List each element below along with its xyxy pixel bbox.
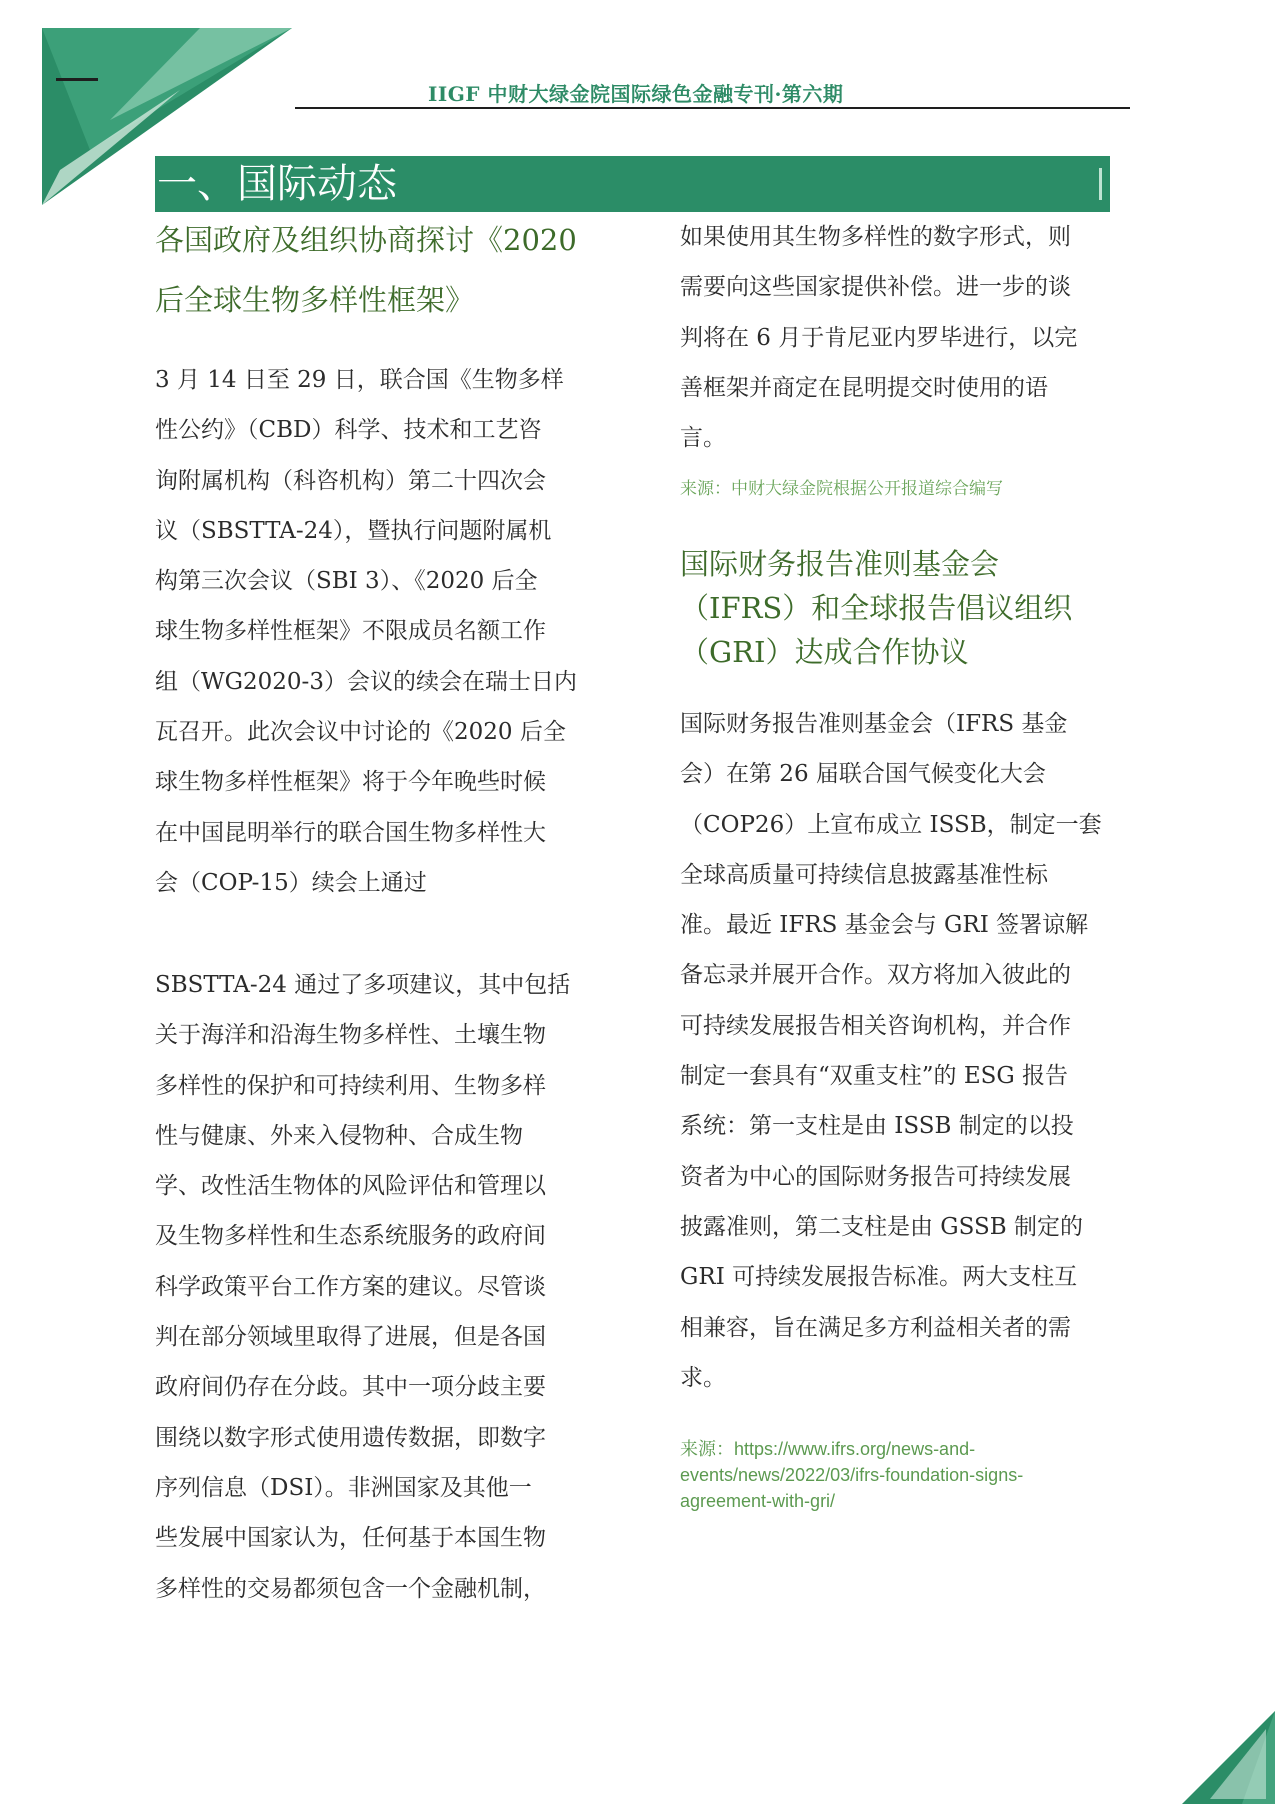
section-bar-accent [1099, 168, 1102, 200]
text-line: 准。最近 IFRS 基金会与 GRI 签署谅解 [680, 912, 1089, 939]
text-line: 瓦召开。此次会议中讨论的《2020 后全 [155, 719, 566, 746]
article2-title [680, 542, 1140, 674]
text-line: GRI 可持续发展报告标准。两大支柱互 [680, 1264, 1078, 1291]
text-line: 可持续发展报告相关咨询机构，并合作 [680, 1012, 1071, 1039]
text-line: 判将在 6 月于肯尼亚内罗毕进行，以完 [680, 324, 1078, 351]
section-title: 一、国际动态 [157, 161, 397, 207]
text-line: 球生物多样性框架》不限成员名额工作 [155, 618, 546, 645]
text-line: 球生物多样性框架》将于今年晚些时候 [155, 769, 546, 796]
source-line: events/news/2022/03/ifrs-foundation-signs- [680, 1465, 1024, 1485]
text-line: 多样性的交易都须包含一个金融机制， [155, 1575, 546, 1602]
corner-decoration-bottom-right [1170, 1699, 1280, 1809]
text-line: 相兼容，旨在满足多方利益相关者的需 [680, 1314, 1071, 1341]
text-line: 序列信息（DSI）。非洲国家及其他一 [155, 1474, 532, 1501]
text-line: 多样性的保护和可持续利用、生物多样 [155, 1072, 546, 1099]
text-line: 议（SBSTTA-24），暨执行问题附属机 [155, 517, 552, 544]
text-line: 政府间仍存在分歧。其中一项分歧主要 [155, 1374, 546, 1401]
article1-title-line: 后全球生物多样性框架》 [155, 283, 475, 317]
text-line: 询附属机构（科咨机构）第二十四次会 [155, 467, 546, 494]
article1-paragraph-2 [155, 960, 615, 1614]
text-line: （COP26）上宣布成立 ISSB，制定一套 [680, 811, 1102, 838]
article2-paragraph [680, 699, 1140, 1403]
text-line: 及生物多样性和生态系统服务的政府间 [155, 1223, 546, 1250]
text-line: SBSTTA-24 通过了多项建议，其中包括 [155, 972, 571, 998]
text-line: 性与健康、外来入侵物种、合成生物 [155, 1122, 523, 1149]
text-line: 国际财务报告准则基金会（IFRS 基金 [680, 711, 1068, 737]
text-line: 判在部分领域里取得了进展，但是各国 [155, 1324, 546, 1351]
article2-title-line: 国际财务报告准则基金会 [680, 547, 1000, 581]
text-line: 披露准则，第二支柱是由 GSSB 制定的 [680, 1213, 1084, 1240]
header-rule [295, 107, 1130, 109]
text-line: 善框架并商定在昆明提交时使用的语 [680, 374, 1048, 401]
article1-continuation [680, 212, 1140, 463]
text-line: 资者为中心的国际财务报告可持续发展 [680, 1163, 1071, 1190]
article1-source: 来源：中财大绿金院根据公开报道综合编写 [680, 479, 1003, 499]
article2-title-line: （GRI）达成合作协议 [680, 635, 969, 669]
text-line: 如果使用其生物多样性的数字形式，则 [680, 224, 1071, 250]
text-line: 关于海洋和沿海生物多样性、土壤生物 [155, 1022, 546, 1049]
text-line: 在中国昆明举行的联合国生物多样性大 [155, 819, 546, 846]
source-line: 来源：https://www.ifrs.org/news-and- [680, 1439, 976, 1459]
page-dash [56, 78, 98, 81]
text-line: 会（COP-15）续会上通过 [155, 869, 427, 896]
text-line: 言。 [680, 425, 726, 452]
article2-title-line: （IFRS）和全球报告倡议组织 [680, 591, 1073, 625]
text-line: 性公约》（CBD）科学、技术和工艺咨 [155, 417, 542, 444]
text-line: 会）在第 26 届联合国气候变化大会 [680, 761, 1046, 788]
text-line: 系统：第一支柱是由 ISSB 制定的以投 [680, 1113, 1074, 1140]
text-line: 全球高质量可持续信息披露基准性标 [680, 861, 1048, 888]
text-line: 需要向这些国家提供补偿。进一步的谈 [680, 274, 1071, 301]
text-line: 围绕以数字形式使用遗传数据，即数字 [155, 1424, 546, 1451]
text-line: 求。 [680, 1364, 726, 1391]
article1-title-line: 各国政府及组织协商探讨《2020 [155, 223, 577, 257]
text-line: 备忘录并展开合作。双方将加入彼此的 [680, 962, 1071, 989]
header-title: IIGF 中财大绿金院国际绿色金融专刊·第六期 [428, 82, 844, 106]
source-line: agreement-with-gri/ [680, 1491, 836, 1511]
text-line: 科学政策平台工作方案的建议。尽管谈 [155, 1273, 546, 1300]
article2-source [680, 1436, 1023, 1514]
text-line: 构第三次会议（SBI 3）、《2020 后全 [155, 568, 538, 595]
text-line: 制定一套具有“双重支柱”的 ESG 报告 [680, 1063, 1069, 1090]
text-line: 些发展中国家认为，任何基于本国生物 [155, 1525, 546, 1552]
text-line: 组（WG2020-3）会议的续会在瑞士日内 [155, 668, 577, 695]
text-line: 3 月 14 日至 29 日，联合国《生物多样 [155, 367, 564, 393]
text-line: 学、改性活生物体的风险评估和管理以 [155, 1173, 546, 1200]
article1-title [155, 210, 595, 330]
article1-paragraph-1 [155, 355, 615, 908]
